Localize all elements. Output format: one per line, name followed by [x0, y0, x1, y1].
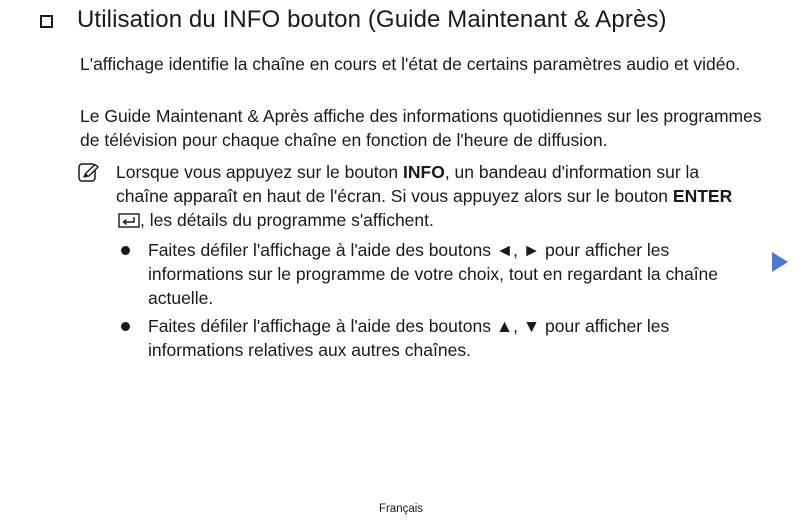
- checkbox-square-icon: [40, 15, 53, 28]
- note-text-middle: , un bandeau d'information sur la chaîne apparaît en haut de l'écran. Si vous appuyez alors sur le bouton: [116, 162, 700, 206]
- note-text-after: , les détails du programme s'affichent.: [140, 210, 434, 230]
- list-item: [118, 238, 768, 310]
- bullet-list: [118, 238, 768, 366]
- section-heading: [40, 6, 667, 34]
- bullet-text: Faites défiler l'affichage à l'aide des boutons ▲, ▼ pour afficher les informations relatives aux autres chaînes.: [148, 316, 670, 360]
- guide-paragraph: Le Guide Maintenant & Après affiche des informations quotidiennes sur les programmes de télévision pour chaque chaîne en fonction de l'heure de diffusion.: [80, 106, 762, 150]
- intro-paragraph: L'affichage identifie la chaîne en cours et l'état de certains paramètres audio et vidéo.: [80, 54, 741, 74]
- bullet-dot-icon: [121, 246, 130, 255]
- page-footer-language: Français: [378, 503, 424, 515]
- bullet-dot-icon: [121, 322, 130, 331]
- note-block: [78, 160, 758, 232]
- info-button-label: INFO: [403, 162, 445, 182]
- enter-button-label: ENTER: [672, 186, 733, 206]
- section-title: Utilisation du INFO bouton (Guide Maintenant & Après): [77, 6, 667, 33]
- note-pencil-icon: [78, 163, 100, 183]
- list-item: [118, 314, 768, 362]
- note-text-before: Lorsque vous appuyez sur le bouton: [116, 162, 403, 182]
- bullet-text: Faites défiler l'affichage à l'aide des boutons ◄, ► pour afficher les informations sur le programme de votre choix, tout en regardant la chaîne actuelle.: [148, 240, 719, 308]
- enter-return-icon: [118, 213, 140, 228]
- next-page-arrow-icon[interactable]: [772, 252, 788, 272]
- note-text: [116, 160, 756, 232]
